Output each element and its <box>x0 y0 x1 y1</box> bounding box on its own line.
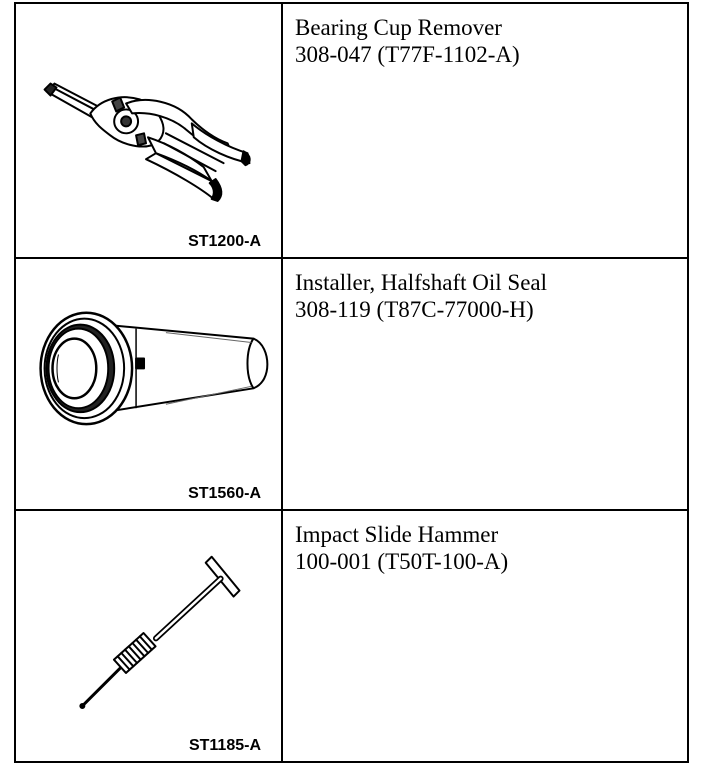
tool-name: Impact Slide Hammer <box>295 522 499 548</box>
oil-seal-installer-illustration <box>16 259 281 510</box>
bearing-cup-remover-illustration <box>16 4 281 257</box>
tool-row <box>15 258 688 511</box>
illustration-code: ST1200-A <box>188 232 261 250</box>
tool-description-cell <box>282 258 688 511</box>
tool-name: Installer, Halfshaft Oil Seal <box>295 269 548 295</box>
tool-description-cell <box>282 510 688 762</box>
tool-number: 308-119 (T87C-77000-H) <box>295 296 534 322</box>
tool-number: 308-047 (T77F-1102-A) <box>295 42 520 67</box>
tool-row <box>15 510 688 762</box>
slide-hammer-illustration <box>16 511 281 761</box>
illustration-code: ST1185-A <box>188 737 261 754</box>
illustration-code: ST1560-A <box>188 485 261 503</box>
tool-description-cell <box>282 3 688 258</box>
tool-image-cell <box>15 258 282 511</box>
tool-image-cell <box>15 3 282 258</box>
tool-number: 100-001 (T50T-100-A) <box>295 549 509 575</box>
tool-row <box>15 3 688 258</box>
tool-name: Bearing Cup Remover <box>295 15 502 40</box>
special-tools-table <box>14 2 689 763</box>
tool-image-cell <box>15 510 282 762</box>
